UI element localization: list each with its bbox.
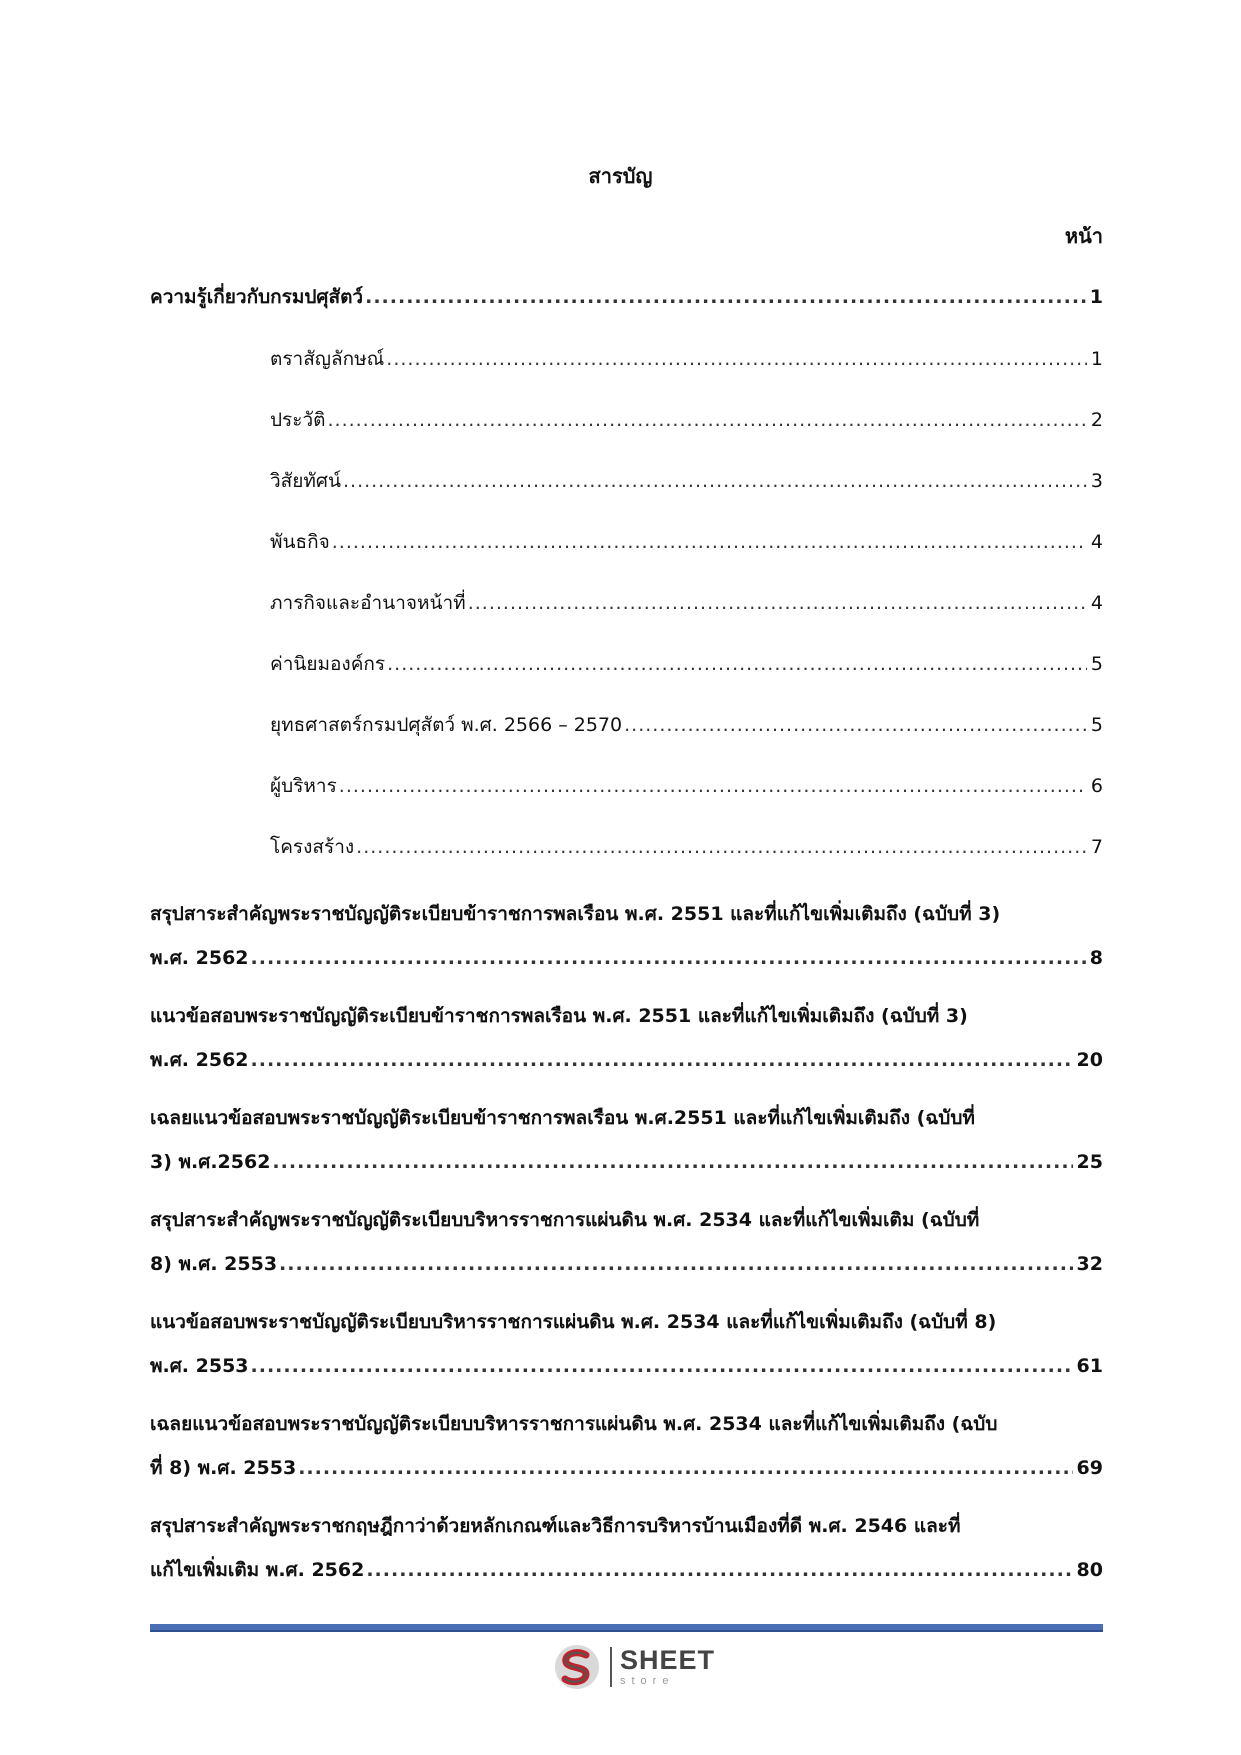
toc-entry-title: แนวข้อสอบพระราชบัญญัติระเบียบข้าราชการพลเรือน พ.ศ. 2551 และที่แก้ไขเพิ่มเติมถึง (ฉบับที่ 3): [150, 1005, 968, 1027]
toc-subitem-title: ผู้บริหาร: [270, 775, 337, 797]
logo-subtext: store: [620, 1675, 675, 1687]
dot-leader: [251, 936, 1086, 980]
dot-leader: [366, 1548, 1072, 1592]
toc-entry-title-cont: 3) พ.ศ.2562: [150, 1151, 271, 1173]
dot-leader: [279, 1242, 1073, 1286]
dot-leader: [343, 451, 1087, 512]
toc-subitem-row[interactable]: [150, 756, 1103, 817]
dot-leader: [332, 512, 1087, 573]
dot-leader: [339, 756, 1087, 817]
sheet-store-logo: [552, 1642, 715, 1692]
toc-entry-title: เฉลยแนวข้อสอบพระราชบัญญัติระเบียบบริหารราชการแผ่นดิน พ.ศ. 2534 และที่แก้ไขเพิ่มเติมถึง (ฉบับ: [150, 1413, 998, 1435]
toc-subitem-row[interactable]: [150, 512, 1103, 573]
toc-page-number: 6: [1090, 775, 1103, 797]
toc-subitem-row[interactable]: [150, 451, 1103, 512]
dot-leader: [251, 1038, 1073, 1082]
toc-entry-title-cont: พ.ศ. 2553: [150, 1355, 249, 1377]
toc-section-title: ความรู้เกี่ยวกับกรมปศุสัตว์: [150, 286, 364, 308]
dot-leader: [356, 817, 1087, 878]
toc-page-number: 8: [1089, 947, 1103, 969]
dot-leader: [468, 573, 1087, 634]
toc-subitem-title: ยุทธศาสตร์กรมปศุสัตว์ พ.ศ. 2566 – 2570: [270, 714, 623, 736]
dot-leader: [272, 1140, 1072, 1184]
toc-entry[interactable]: [150, 1096, 1103, 1184]
toc-entry[interactable]: [150, 1504, 1103, 1592]
toc-subitem-row[interactable]: [150, 634, 1103, 695]
dot-leader: [386, 329, 1087, 390]
logo-wordmark: SHEET: [620, 1645, 716, 1675]
toc-page-number: 80: [1076, 1559, 1103, 1581]
dot-leader: [624, 695, 1087, 756]
toc-subitem-row[interactable]: [150, 329, 1103, 390]
logo-divider: [610, 1647, 612, 1687]
toc-subitem-row[interactable]: [150, 573, 1103, 634]
toc-subitem-title: วิสัยทัศน์: [270, 470, 341, 492]
toc-page-number: 4: [1090, 531, 1103, 553]
toc-page-number: 25: [1076, 1151, 1103, 1173]
toc-entry-title-cont: ที่ 8) พ.ศ. 2553: [150, 1457, 297, 1479]
toc-page-number: 1: [1090, 348, 1103, 370]
toc-page-number: 4: [1090, 592, 1103, 614]
toc-entry[interactable]: [150, 994, 1103, 1082]
toc-entry-title-cont: พ.ศ. 2562: [150, 947, 249, 969]
toc-page-number: 5: [1090, 653, 1103, 675]
toc-entry-title-cont: 8) พ.ศ. 2553: [150, 1253, 278, 1275]
dot-leader: [387, 634, 1087, 695]
toc-page-number: 69: [1076, 1457, 1103, 1479]
page-column-label: หน้า: [1064, 224, 1103, 248]
dot-leader: [327, 390, 1086, 451]
toc-entry[interactable]: [150, 1198, 1103, 1286]
sheet-logo-icon: [552, 1642, 602, 1692]
toc-page-number: 61: [1076, 1355, 1103, 1377]
footer-divider-bar: [150, 1624, 1103, 1632]
toc-entry-title-cont: แก้ไขเพิ่มเติม พ.ศ. 2562: [150, 1559, 365, 1581]
toc-entry-title: สรุปสาระสำคัญพระราชกฤษฎีกาว่าด้วยหลักเกณฑ์และวิธีการบริหารบ้านเมืองที่ดี พ.ศ. 2546 และที่: [150, 1515, 961, 1537]
toc-subitem-title: ตราสัญลักษณ์: [270, 348, 385, 370]
toc-entry-title: สรุปสาระสำคัญพระราชบัญญัติระเบียบข้าราชการพลเรือน พ.ศ. 2551 และที่แก้ไขเพิ่มเติมถึง (ฉบับที่ 3): [150, 903, 1001, 925]
toc-page-number: 2: [1090, 409, 1103, 431]
toc-page-number: 20: [1076, 1049, 1103, 1071]
toc-subitem-row[interactable]: [150, 817, 1103, 878]
toc-section-row[interactable]: [150, 275, 1103, 319]
toc-entry[interactable]: [150, 892, 1103, 980]
toc-page-number: 1: [1089, 286, 1103, 308]
toc-entry-title: เฉลยแนวข้อสอบพระราชบัญญัติระเบียบข้าราชการพลเรือน พ.ศ.2551 และที่แก้ไขเพิ่มเติมถึง (ฉบับที่: [150, 1107, 975, 1129]
toc-page-number: 5: [1090, 714, 1103, 736]
toc-entry[interactable]: [150, 1300, 1103, 1388]
toc-entry-title: สรุปสาระสำคัญพระราชบัญญัติระเบียบบริหารราชการแผ่นดิน พ.ศ. 2534 และที่แก้ไขเพิ่มเติม (ฉบับที่: [150, 1209, 980, 1231]
dot-leader: [365, 275, 1086, 319]
dot-leader: [251, 1344, 1073, 1388]
toc-subitem-title: โครงสร้าง: [270, 836, 355, 858]
toc-page-number: 7: [1090, 836, 1103, 858]
toc-subitem-row[interactable]: [150, 695, 1103, 756]
toc-page-number: 3: [1090, 470, 1103, 492]
toc-subitem-row[interactable]: [150, 390, 1103, 451]
toc-subitem-title: ภารกิจและอำนาจหน้าที่: [270, 592, 466, 614]
toc-entry-title-cont: พ.ศ. 2562: [150, 1049, 249, 1071]
dot-leader: [298, 1446, 1072, 1490]
toc-entry-title: แนวข้อสอบพระราชบัญญัติระเบียบบริหารราชการแผ่นดิน พ.ศ. 2534 และที่แก้ไขเพิ่มเติมถึง (ฉบับที่ 8): [150, 1311, 997, 1333]
toc-subitem-title: ค่านิยมองค์กร: [270, 653, 386, 675]
toc-subitem-title: ประวัติ: [270, 409, 326, 431]
page-title: สารบัญ: [588, 164, 653, 188]
toc-entry[interactable]: [150, 1402, 1103, 1490]
table-of-contents: [150, 275, 1103, 1592]
toc-subitem-title: พันธกิจ: [270, 531, 330, 553]
toc-page-number: 32: [1076, 1253, 1103, 1275]
